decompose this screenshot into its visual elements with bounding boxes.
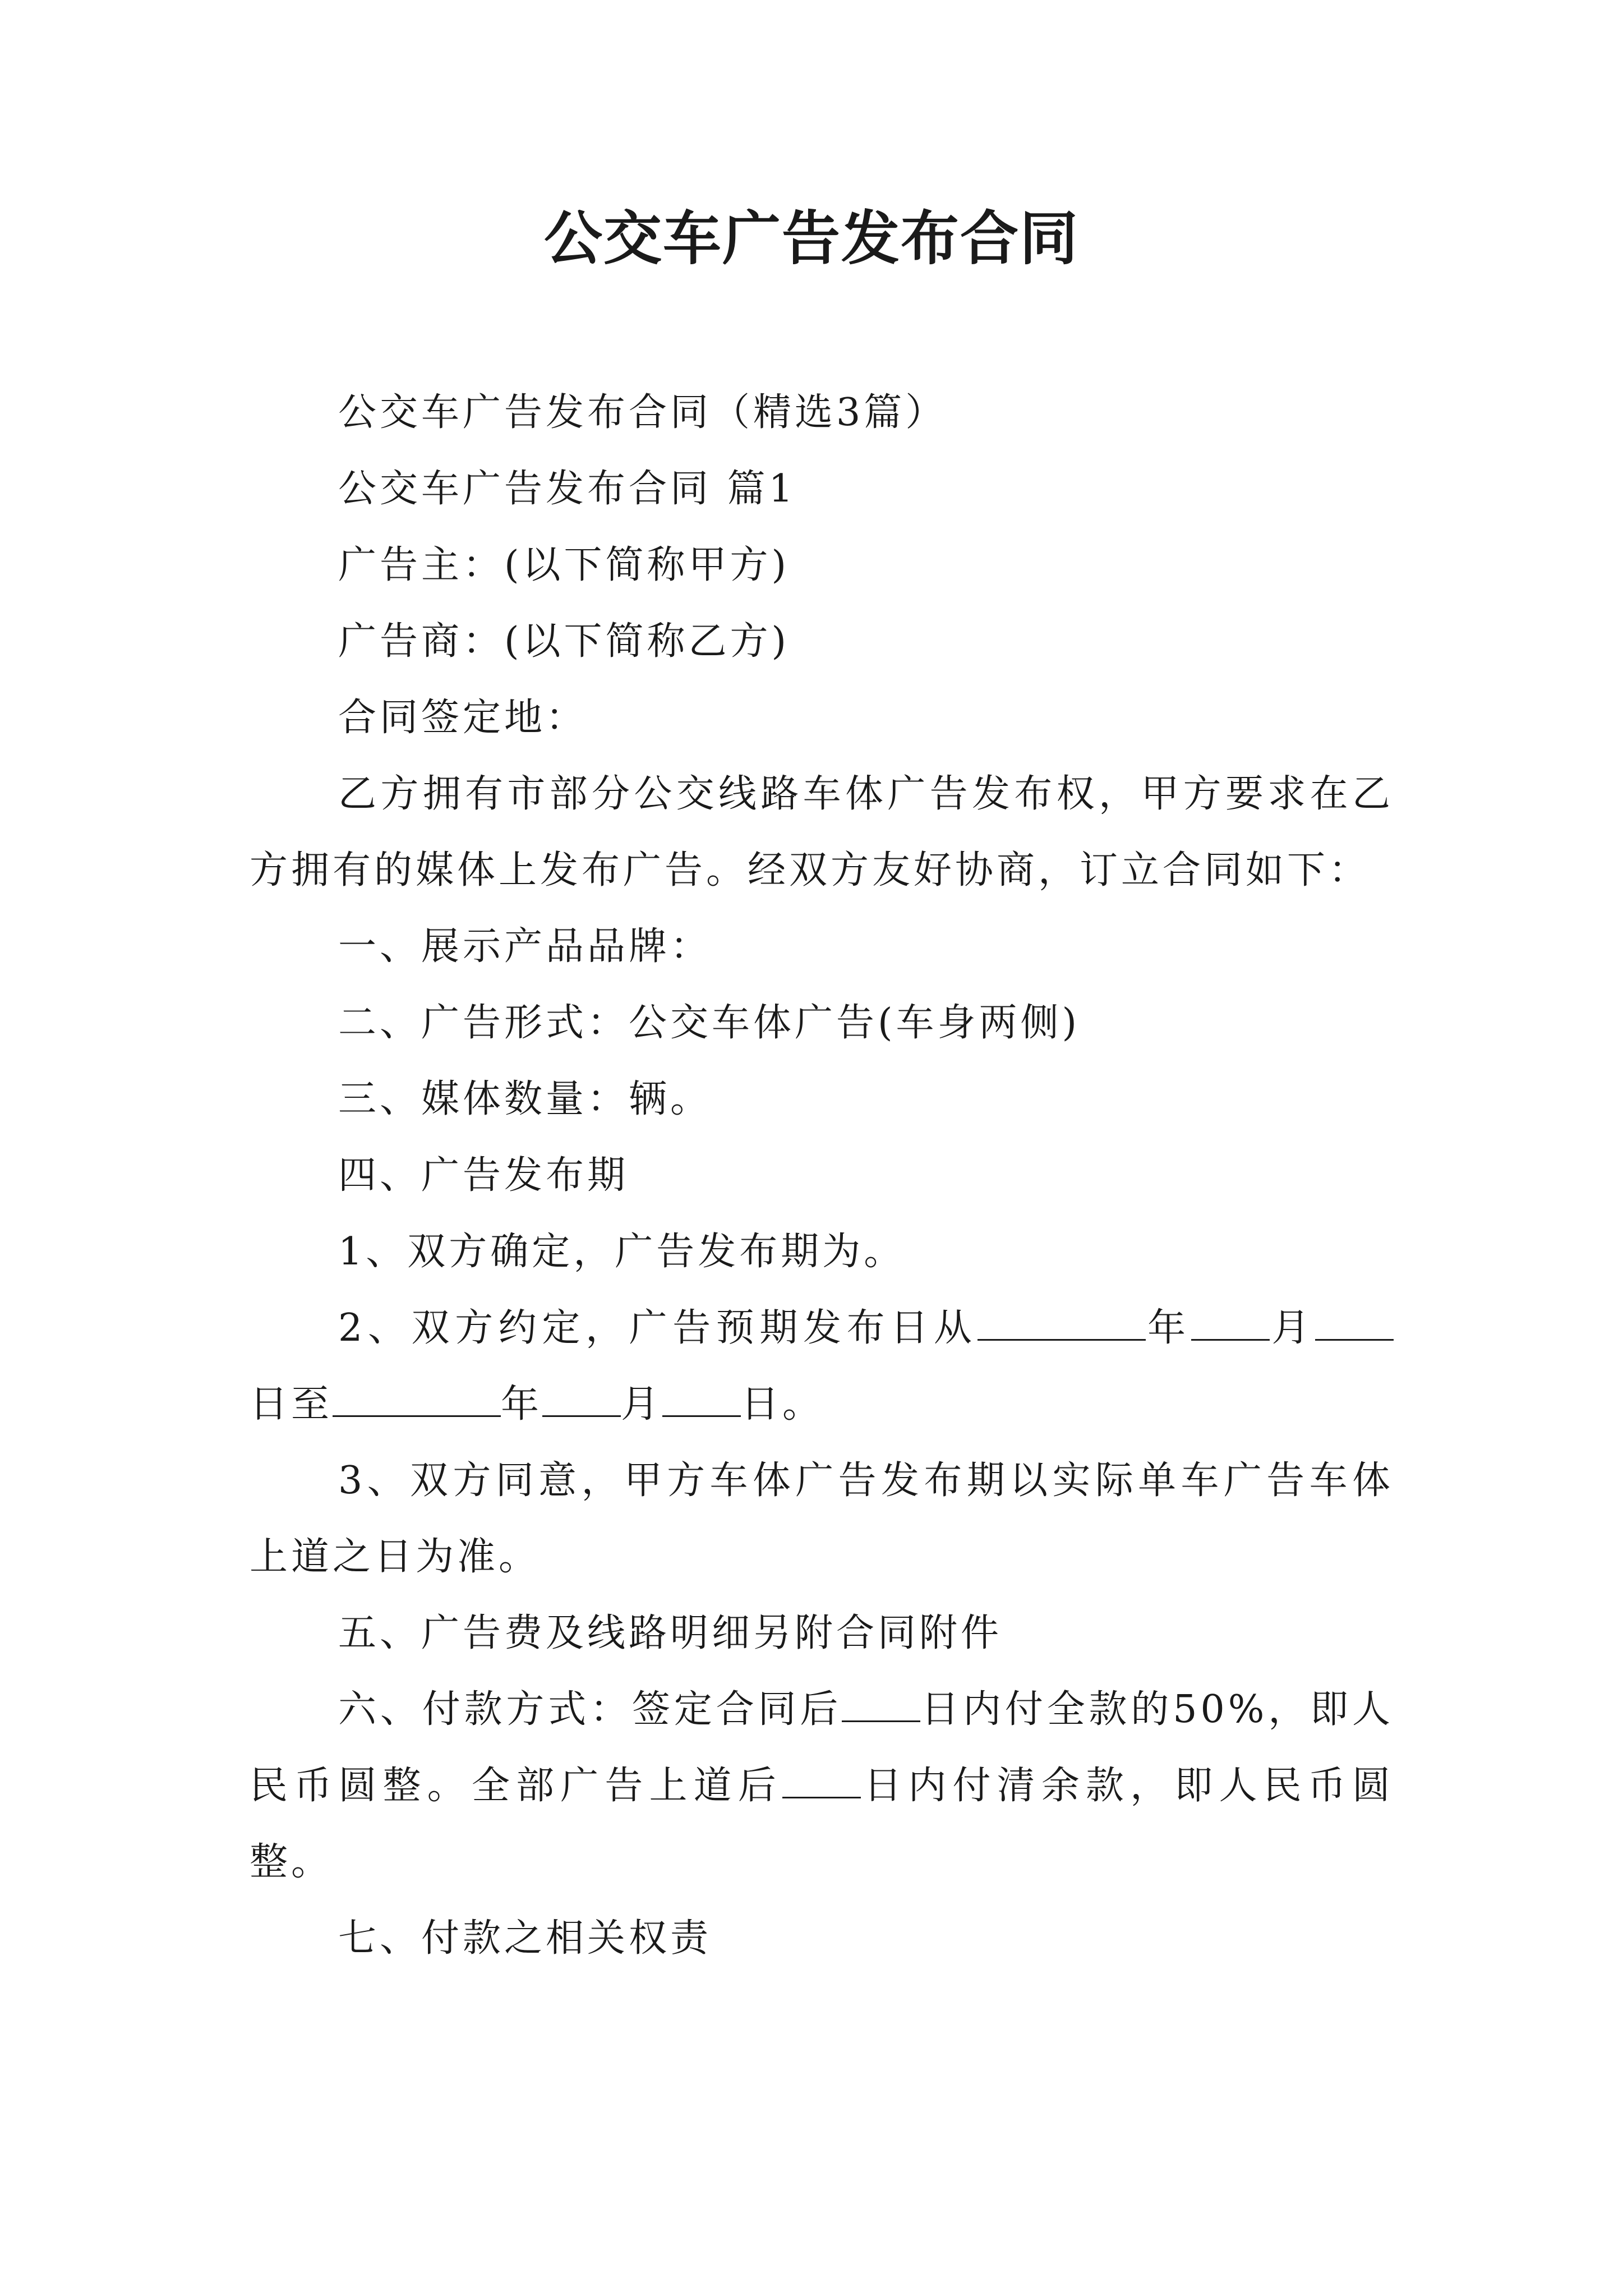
blank-days-final (782, 1763, 861, 1798)
clause-media-quantity: 三、媒体数量：辆。 (338, 1077, 712, 1121)
clause-item-2-text-e: 年 (501, 1382, 543, 1427)
document-body (250, 375, 1394, 1977)
clause-product-brand: 一、展示产品品牌： (338, 924, 712, 969)
blank-day-to (662, 1382, 741, 1417)
paragraph-part-heading: 公交车广告发布合同 篇1 (338, 467, 796, 511)
blank-day-from (1315, 1305, 1394, 1341)
clause-item-2-text-b: 年 (1145, 1306, 1191, 1350)
paragraph-advertiser: 广告主：(以下简称甲方) (338, 543, 790, 587)
clause-item-2-text-c: 月 (1269, 1306, 1315, 1350)
clause-payment-text-b: 日内付全款的50%，即人民币圆整。全部广告上道后 (250, 1687, 1394, 1808)
clause-item-2-text-d: 日至 (250, 1382, 333, 1427)
clause-payment (250, 1672, 1394, 1901)
clause-ad-form: 二、广告形式：公交车体广告(车身两侧) (338, 1001, 1081, 1045)
blank-month-from (1191, 1305, 1270, 1341)
clause-payment-responsibilities: 七、付款之相关权责 (338, 1916, 712, 1961)
blank-year-from (978, 1305, 1146, 1341)
blank-year-to (333, 1382, 501, 1417)
clause-payment-text-c: 日内付清余款，即人民币圆整。 (250, 1764, 1394, 1884)
clause-publish-period: 四、广告发布期 (338, 1153, 629, 1198)
clause-item-2-text-g: 日。 (741, 1382, 824, 1427)
clause-item-1: 1、双方确定，广告发布期为。 (338, 1230, 906, 1274)
clause-item-2-text-f: 月 (621, 1382, 663, 1427)
clause-item-3: 3、双方同意，甲方车体广告发布期以实际单车广告车体上道之日为准。 (250, 1458, 1394, 1579)
blank-month-to (542, 1382, 621, 1417)
paragraph-collection-title: 公交车广告发布合同（精选3篇） (338, 390, 947, 435)
paragraph-signing-place: 合同签定地： (338, 696, 588, 740)
clause-item-2-text-a: 2、双方约定，广告预期发布日从 (338, 1306, 978, 1350)
blank-days-first (842, 1687, 920, 1722)
paragraph-preamble: 乙方拥有市部分公交线路车体广告发布权，甲方要求在乙方拥有的媒体上发布广告。经双方友好协商，订立合同如下： (250, 772, 1394, 892)
clause-item-2 (250, 1290, 1394, 1443)
clause-fees: 五、广告费及线路明细另附合同附件 (338, 1611, 1003, 1655)
clause-payment-text-a: 六、付款方式：签定合同后 (338, 1687, 842, 1732)
paragraph-agency: 广告商：(以下简称乙方) (338, 619, 790, 664)
document-title: 公交车广告发布合同 (543, 204, 1079, 273)
